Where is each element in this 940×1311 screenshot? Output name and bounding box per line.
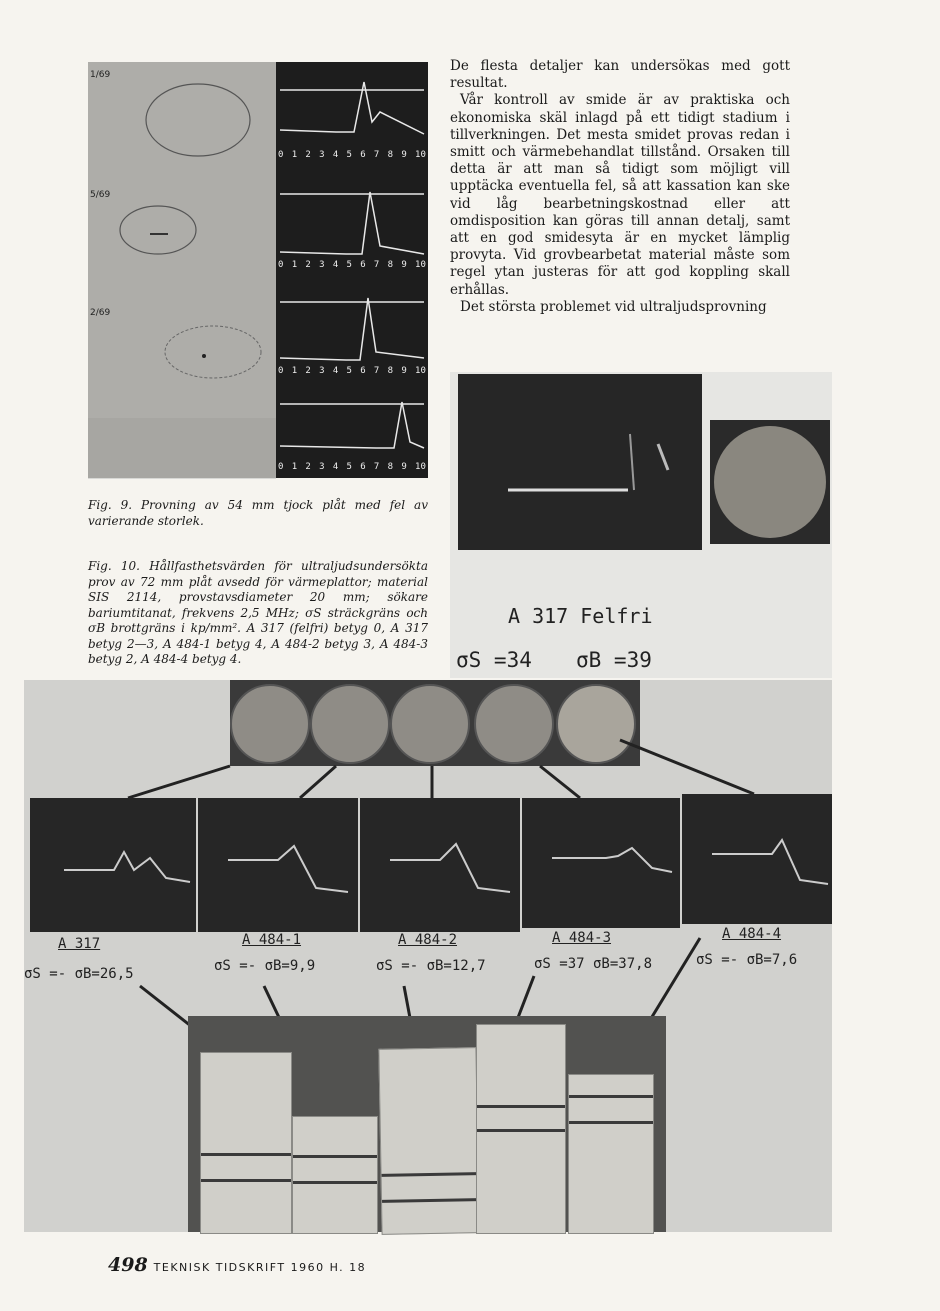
scale-digit: 8 (387, 150, 394, 160)
sample-name: A 484-2 (398, 932, 458, 948)
scale-digit: 4 (332, 150, 339, 160)
scale-digit: 1 (291, 462, 298, 472)
oscilloscope-photo (360, 798, 520, 932)
scale-digit: 2 (305, 366, 311, 376)
echo-trace-image (30, 798, 196, 932)
scale-digit: 6 (360, 366, 366, 376)
scale-digit: 1 (291, 366, 298, 376)
sample-name: A 484-1 (242, 932, 302, 948)
oscilloscope-scale (278, 462, 426, 476)
publication-name: TEKNISK TIDSKRIFT 1960 H. 18 (153, 1261, 367, 1274)
fig9-sample-tile (88, 300, 276, 419)
fig10-felfri-panel (450, 372, 832, 678)
fig10-comparison-figure (24, 680, 832, 1232)
oscilloscope-photo (198, 798, 358, 932)
sample-values: σS =- σB=12,7 (376, 958, 486, 974)
scale-digit: 7 (373, 462, 380, 472)
test-plate (378, 1047, 479, 1235)
fig9-sample-label: 5/69 (90, 190, 111, 200)
oscilloscope-scale (278, 366, 426, 380)
scale-digit: 7 (373, 366, 380, 376)
scale-digit: 3 (319, 260, 325, 270)
scale-digit: 6 (360, 462, 366, 472)
fracture-surface-image (714, 426, 826, 538)
scale-digit: 0 (278, 260, 284, 270)
scale-digit: 3 (319, 462, 325, 472)
fig9-sample-label: 2/69 (90, 308, 111, 318)
body-paragraph: Det största problemet vid ultraljudsprovning (460, 298, 767, 315)
scale-digit: 1 (291, 260, 298, 270)
test-plate (292, 1116, 378, 1234)
scale-digit: 0 (278, 150, 284, 160)
plates-photo (188, 1016, 666, 1232)
scale-digit: 10 (415, 260, 426, 270)
scale-digit: 5 (346, 462, 352, 472)
article-body-text (450, 58, 790, 316)
sample-name: A 484-4 (722, 926, 782, 942)
scale-digit: 2 (305, 150, 311, 160)
fig9-sample-tile (88, 418, 276, 479)
scale-digit: 9 (401, 260, 407, 270)
sample-values: σS =- σB=9,9 (214, 958, 316, 974)
defect-outline-image (88, 300, 276, 418)
defect-outline-image (88, 62, 276, 182)
defect-outline-image (88, 182, 276, 300)
scale-digit: 3 (319, 150, 325, 160)
fig9-caption: Fig. 9. Provning av 54 mm tjock plåt med fel av varierande storlek. (88, 498, 428, 528)
oscilloscope-scale (278, 150, 426, 164)
oscilloscope-scale (278, 260, 426, 274)
echo-trace-image (198, 798, 358, 932)
fig9-oscilloscope-traces (276, 62, 428, 478)
echo-trace-image (458, 374, 702, 550)
scale-digit: 9 (401, 150, 407, 160)
scale-digit: 8 (387, 260, 394, 270)
scale-digit: 5 (346, 260, 352, 270)
fig9-sample-photos (88, 62, 276, 478)
oscilloscope-photo (682, 794, 832, 924)
scale-digit: 2 (305, 462, 311, 472)
scale-digit: 9 (401, 462, 407, 472)
body-paragraph: Vår kontroll av smide är av praktiska och ekonomiska skäl inlagd på ett tidigt stadium i tillverkningen. Det mesta smidet provas redan i smitt och värmebehandlat tillstånd. Orsaken till detta är att man så tidigt som möjligt vill upptäcka eventuella fel, så att kassation kan ske vid låg bearbetningskostnad eller att omdisposition kan göras till annan detalj, samt att en god smidesyta är en mycket lämplig provyta. Vid grovbearbetat material måste som regel ytan justeras för att god koppling skall erhållas. (450, 92, 790, 298)
scale-digit: 10 (415, 366, 426, 376)
felfri-sigma-b: σB =39 (576, 648, 652, 672)
scale-digit: 2 (305, 260, 311, 270)
scale-digit: 0 (278, 462, 284, 472)
oscilloscope-photo (458, 374, 702, 550)
sample-values: σS =- σB=26,5 (24, 966, 134, 982)
page-number: 498 (108, 1254, 148, 1276)
scale-digit: 4 (332, 366, 339, 376)
scale-digit: 4 (332, 462, 339, 472)
sample-values: σS =- σB=7,6 (696, 952, 798, 968)
felfri-sigma-s: σS =34 (456, 648, 532, 672)
scale-digit: 8 (387, 366, 394, 376)
fig9-sample-tile (88, 182, 276, 301)
scale-digit: 4 (332, 260, 339, 270)
scale-digit: 8 (387, 462, 394, 472)
fracture-photo (710, 420, 830, 544)
scale-digit: 10 (415, 150, 426, 160)
scale-digit: 0 (278, 366, 284, 376)
felfri-label: A 317 Felfri (508, 604, 653, 628)
scale-digit: 7 (373, 150, 380, 160)
echo-trace-image (522, 798, 680, 928)
sample-name: A 484-3 (552, 930, 612, 946)
sample-name: A 317 (58, 936, 101, 952)
scale-digit: 5 (346, 366, 352, 376)
body-paragraph: De flesta detaljer kan undersökas med gott resultat. (450, 58, 790, 92)
scale-digit: 5 (346, 150, 352, 160)
scale-digit: 10 (415, 462, 426, 472)
fig9-sample-tile (88, 62, 276, 183)
oscilloscope-photo (522, 798, 680, 928)
test-plate (568, 1074, 654, 1234)
scale-digit: 7 (373, 260, 380, 270)
scale-digit: 6 (360, 150, 366, 160)
scale-digit: 3 (319, 366, 325, 376)
test-plate (200, 1052, 292, 1234)
scale-digit: 6 (360, 260, 366, 270)
echo-trace-image (682, 794, 832, 924)
page-footer (108, 1254, 366, 1276)
scale-digit: 9 (401, 366, 407, 376)
fig9-sample-label: 1/69 (90, 70, 111, 80)
test-plate (476, 1024, 566, 1234)
scale-digit: 1 (291, 150, 298, 160)
oscilloscope-photo (30, 798, 196, 932)
sample-values: σS =37 σB=37,8 (534, 956, 653, 972)
fig10-caption: Fig. 10. Hållfasthetsvärden för ultraljudsundersökta prov av 72 mm plåt avsedd för värmeplattor; material SIS 2114, provstavsdiameter 20 mm; sökare bariumtitanat, frekvens 2,5 MHz; σS sträckgräns och σB brottgräns i kp/mm². A 317 (felfri) betyg 0, A 317 betyg 2—3, A 484-1 betyg 4, A 484-2 betyg 3, A 484-3 betyg 2, A 484-4 betyg 4. (88, 559, 428, 666)
echo-trace-image (360, 798, 520, 932)
